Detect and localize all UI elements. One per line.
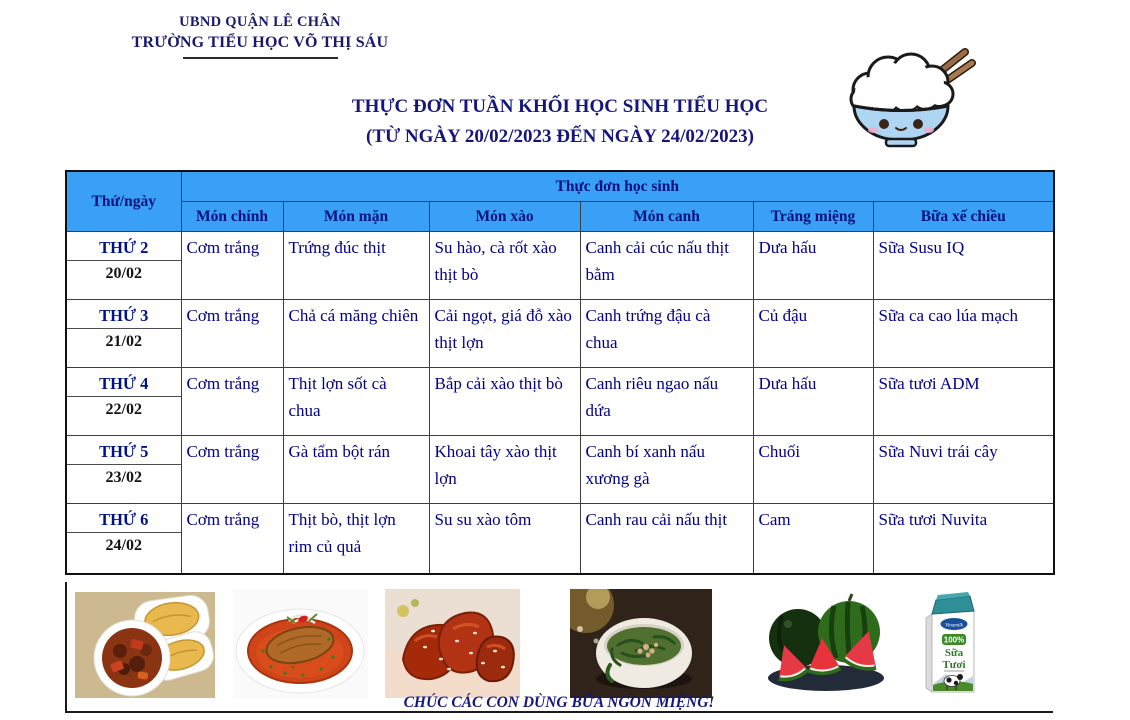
day-date: 21/02: [105, 333, 142, 350]
dish-cell: Cải ngọt, giá đỗ xào thịt lợn: [429, 300, 580, 368]
dish-cell: Cơm trắng: [181, 300, 283, 368]
dish-cell: Canh riêu ngao nấu dứa: [580, 368, 753, 436]
braised-fish-photo: [233, 589, 368, 698]
milk-line2-label: Tươi: [942, 659, 966, 671]
dish-cell: Củ đậu: [753, 300, 873, 368]
milk-line1-label: Sữa: [944, 647, 964, 659]
glazed-fried-chicken-photo: [385, 589, 520, 698]
dish-cell: Su su xào tôm: [429, 504, 580, 574]
footer-message: CHÚC CÁC CON DÙNG BỮA NGON MIỆNG!: [403, 694, 715, 711]
column-header-soup: Món canh: [580, 202, 753, 232]
column-header-main: Món chính: [181, 202, 283, 232]
milk-brand-label: Vinamilk: [945, 623, 963, 629]
column-header-savory: Món mặn: [283, 202, 429, 232]
org-underline: [183, 57, 338, 59]
day-date: 20/02: [105, 265, 142, 282]
document-title: [60, 92, 1060, 153]
dish-cell: Sữa tươi ADM: [873, 368, 1054, 436]
dish-cell: Sữa Nuvi trái cây: [873, 436, 1054, 504]
day-date: 24/02: [105, 537, 142, 554]
org-name-district: UBND QUẬN LÊ CHÂN: [179, 14, 341, 30]
table-row-wednesday: [66, 368, 1054, 436]
day-name: THỨ 3: [67, 300, 181, 329]
day-date: 22/02: [105, 401, 142, 418]
column-header-dessert: Tráng miệng: [753, 202, 873, 232]
dish-cell: Sữa Susu IQ: [873, 232, 1054, 300]
org-header: [70, 14, 450, 59]
dish-cell: Trứng đúc thịt: [283, 232, 429, 300]
dish-cell: Thịt lợn sốt cà chua: [283, 368, 429, 436]
dish-cell: Sữa ca cao lúa mạch: [873, 300, 1054, 368]
day-cell: [66, 368, 181, 436]
day-cell: [66, 436, 181, 504]
day-cell: [66, 232, 181, 300]
dish-cell: Cam: [753, 504, 873, 574]
table-row-monday: [66, 232, 1054, 300]
dish-cell: Gà tẩm bột rán: [283, 436, 429, 504]
day-name: THỨ 6: [67, 504, 181, 533]
dish-cell: Chuối: [753, 436, 873, 504]
dish-cell: Dưa hấu: [753, 368, 873, 436]
dish-cell: Dưa hấu: [753, 232, 873, 300]
day-cell: [66, 300, 181, 368]
dish-cell: Sữa tươi Nuvita: [873, 504, 1054, 574]
stew-with-steamed-buns-photo: [75, 592, 215, 698]
day-name: THỨ 4: [67, 368, 181, 397]
green-vegetable-soup-photo: [570, 589, 712, 698]
milk-badge-label: 100%: [943, 635, 965, 645]
day-date: 23/02: [105, 469, 142, 486]
table-row-friday: [66, 504, 1054, 574]
dish-cell: Canh cải cúc nấu thịt bằm: [580, 232, 753, 300]
column-header-day: Thứ/ngày: [66, 171, 181, 232]
menu-table: [65, 170, 1055, 575]
group-header: Thực đơn học sinh: [181, 171, 1054, 202]
dish-cell: Su hào, cà rốt xào thịt bò: [429, 232, 580, 300]
watermelon-photo: [762, 592, 893, 696]
dish-cell: Bắp cải xào thịt bò: [429, 368, 580, 436]
dish-cell: Thịt bò, thịt lợn rim củ quả: [283, 504, 429, 574]
milk-carton-photo: [916, 584, 988, 698]
dish-cell: Cơm trắng: [181, 504, 283, 574]
table-row-tuesday: [66, 300, 1054, 368]
dish-cell: Canh trứng đậu cà chua: [580, 300, 753, 368]
dish-cell: Canh bí xanh nấu xương gà: [580, 436, 753, 504]
day-cell: [66, 504, 181, 574]
column-header-afternoon: Bữa xế chiều: [873, 202, 1054, 232]
title-line1: THỰC ĐƠN TUẦN KHỐI HỌC SINH TIỂU HỌC: [351, 96, 769, 117]
dish-cell: Cơm trắng: [181, 368, 283, 436]
dish-cell: Chả cá măng chiên: [283, 300, 429, 368]
dish-cell: Cơm trắng: [181, 232, 283, 300]
column-header-stirfry: Món xào: [429, 202, 580, 232]
dish-cell: Khoai tây xào thịt lợn: [429, 436, 580, 504]
org-name-school: TRƯỜNG TIỂU HỌC VÕ THỊ SÁU: [131, 34, 389, 51]
day-name: THỨ 5: [67, 436, 181, 465]
table-row-thursday: [66, 436, 1054, 504]
dish-cell: Cơm trắng: [181, 436, 283, 504]
dish-cell: Canh rau cải nấu thịt: [580, 504, 753, 574]
title-line2: (TỪ NGÀY 20/02/2023 ĐẾN NGÀY 24/02/2023): [366, 126, 754, 148]
day-name: THỨ 2: [67, 232, 181, 261]
